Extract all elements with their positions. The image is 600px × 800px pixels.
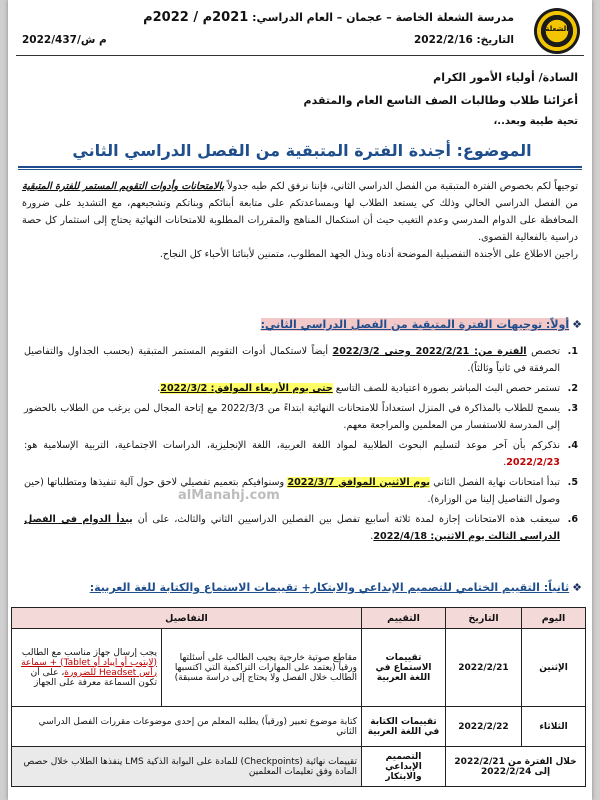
cell-assessment: تقييمات الاستماع في اللغة العربية [362, 629, 446, 707]
item-text-a: نذكركم بأن آخر موعد لتسليم البحوث الطلابية لمواد اللغة العربية، اللغة الإنجليزية، الدراسات الاجتماعية، التربية الإسلامية هو: [24, 440, 560, 451]
item-text [24, 380, 560, 397]
school-logo [534, 8, 580, 54]
cell-day: الإثنين [522, 629, 586, 707]
item-text-a: يسمح للطلاب بالمذاكرة في المنزل استعداداً للامتحانات النهائية ابتداءً من 2022/3/3 مع إتاحة المجال لمن يرغب من الطلاب بالحضور إلى المدرسة للاستفسار من المعلمين والمراجعة معهم. [24, 403, 560, 431]
cell-date: 2022/2/22 [446, 707, 522, 747]
intro-text [22, 178, 578, 263]
cell-day: الثلاثاء [522, 707, 586, 747]
item-text [24, 343, 560, 377]
item-number: 4. [567, 440, 578, 451]
list-item [24, 380, 578, 397]
item-text-b: . [503, 457, 507, 468]
list-item [24, 511, 578, 545]
header-day: اليوم [522, 608, 586, 629]
item-number: 6. [567, 514, 578, 525]
diamond-bullet-icon: ❖ [572, 318, 582, 331]
section-1-title: أولاً: توجيهات الفترة المتبقية من الفصل الدراسي الثاني: [260, 318, 570, 331]
item-text-a: تبدأ امتحانات نهاية الفصل الثاني [429, 477, 560, 488]
item-text-b: وسنوافيكم بتعميم تفصيلي لاحق حول آلية تنفيذها ومتطلباتها (حين وصول التفاصيل إلينا من الوزارة). [24, 477, 560, 505]
item-highlight: الفترة من: 2022/2/21 وحتى 2022/3/2 [332, 346, 527, 357]
item-highlight: 2022/2/23 [506, 457, 560, 468]
assessment-schedule-table [11, 607, 586, 787]
item-number: 3. [567, 403, 578, 414]
letterhead [16, 6, 584, 56]
header-divider [16, 55, 584, 56]
extra-text-b: ، على أن تكون السماعة معرفة على الجهاز [30, 667, 157, 688]
intro-paragraph-1 [22, 178, 578, 246]
section-1-list [24, 343, 578, 548]
table-row [12, 629, 586, 707]
table-row [12, 747, 586, 787]
item-text-b: أيضاً لاستكمال أدوات التقويم المستمر المتبقية (بحسب الجداول والتفاصيل المرفقة في ثانياً وثالثاً). [24, 346, 560, 374]
watermark: alManahj.com [178, 488, 280, 503]
intro-p1-emphasis: بالامتحانات وأدوات التقويم المستمر للفترة المتبقية [21, 181, 225, 192]
greeting: تحية طيبة وبعد..، [493, 116, 578, 127]
list-item [24, 400, 578, 434]
cell-period: خلال الفترة من 2022/2/21 إلى 2022/2/24 [446, 747, 586, 787]
list-item [24, 343, 578, 377]
letter-date: التاريخ: 2022/2/16 [414, 34, 514, 46]
table-header-row [12, 608, 586, 629]
item-text-b: . [157, 383, 161, 394]
cell-assessment: تقييمات الكتابة في اللغة العربية [362, 707, 446, 747]
item-highlight: يوم الاثنين الموافق 2022/3/7 [287, 477, 430, 488]
item-highlight: حتى يوم الأربعاء الموافق: 2022/3/2 [160, 383, 333, 394]
cell-assessment: التصميم الإبداعي والابتكار [362, 747, 446, 787]
list-item [24, 474, 578, 508]
header-details: التفاصيل [12, 608, 362, 629]
item-highlight: يبدأ الدوام في الفصل الدراسي الثالث يوم الاثنين: 2022/4/18 [24, 514, 560, 542]
reference-number: م ش/2022/437 [22, 34, 107, 46]
subject-underline-thin [18, 169, 582, 170]
logo-text: الشعلة [545, 25, 569, 33]
item-text [24, 400, 560, 434]
cell-extra [12, 629, 162, 707]
document-page [8, 0, 592, 800]
cell-details: تقييمات نهائية (Checkpoints) للمادة على البوابة الذكية LMS ينفذها الطلاب خلال حصص المادة وفق تعليمات المعلمين [12, 747, 362, 787]
list-item [24, 437, 578, 471]
academic-year: 2021م / 2022م [143, 10, 249, 25]
item-number: 2. [567, 383, 578, 394]
diamond-bullet-icon: ❖ [572, 581, 582, 594]
subject-underline [18, 166, 582, 168]
item-text [24, 511, 560, 545]
cell-date: 2022/2/21 [446, 629, 522, 707]
item-text-a: تستمر حصص البث المباشر بصورة اعتيادية للصف التاسع [332, 383, 560, 394]
table-row [12, 707, 586, 747]
section-2-title: ثانياً: التقييم الختامي للتصميم الإبداعي والابتكار+ تقييمات الاستماع والكتابة للغة العربية: [89, 581, 570, 594]
item-text [24, 474, 560, 508]
item-text-a: تخصص [526, 346, 560, 357]
header-assessment: التقييم [362, 608, 446, 629]
cell-details: كتابة موضوع تعبير (ورقياً) يطلبه المعلم من إحدى موضوعات مقررات الفصل الدراسي الثاني [12, 707, 362, 747]
item-number: 5. [567, 477, 578, 488]
school-line [143, 10, 514, 25]
item-text-a: سيعقب هذه الامتحانات إجازة لمدة ثلاثة أسابيع تفصل بين الفصلين الدراسيين الثاني والثالث، على أن [132, 514, 561, 525]
intro-p1-end: من الفصل الدراسي الحالي وذلك كي يستعد الطلاب لها وبمساعدتكم على متابعة أبنائكم وبناتكم وتشجيعهم، مع التشديد على ضرورة المحافظة على الدوام المدرسي وعدم التغيب حيث أن استكمال المناهج والمقررات المطلوبة للامتحانات النهائية يحتاج إلى استثمار كل حصة دراسية بالفعالية القصوى. [22, 198, 578, 243]
item-text-b: . [370, 531, 374, 542]
intro-paragraph-2: راجين الاطلاع على الأجندة التفصيلية الموضحة أدناه وبذل الجهد المطلوب، متمنين لأبنائنا الأحباء كل النجاح. [159, 249, 578, 260]
header-date: التاريخ [446, 608, 522, 629]
extra-required-device: (لابتوب أو ايباد أو Tablet) + سماعة رأس Headset للضرورة [21, 657, 157, 678]
salutation-parents: السادة/ أولياء الأمور الكرام [433, 71, 578, 84]
intro-p1-start: توجيهاً لكم بخصوص الفترة المتبقية من الفصل الدراسي الثاني، فإننا نرفق لكم طيه جدولاً [224, 181, 578, 192]
subject-heading: الموضوع: أجندة الفترة المتبقية من الفصل الدراسي الثاني [72, 141, 532, 160]
section-1-heading [261, 318, 582, 331]
item-text [24, 437, 560, 471]
school-name: مدرسة الشعلة الخاصة – عجمان – العام الدراسي: [248, 11, 514, 24]
salutation-students: أعزائنا طلاب وطالبات الصف التاسع العام والمتقدم [303, 94, 578, 107]
extra-text-a: يجب إرسال جهاز مناسب مع الطالب [21, 647, 157, 658]
cell-details: مقاطع صوتية خارجية يجيب الطالب على أسئلتها ورقياً (يعتمد على المهارات التراكمية التي اكتسبها الطالب خلال الفصل ولا يحتاج إلى دراسة مسبقة) [162, 629, 362, 707]
item-number: 1. [567, 346, 578, 357]
section-2-heading [90, 581, 582, 594]
